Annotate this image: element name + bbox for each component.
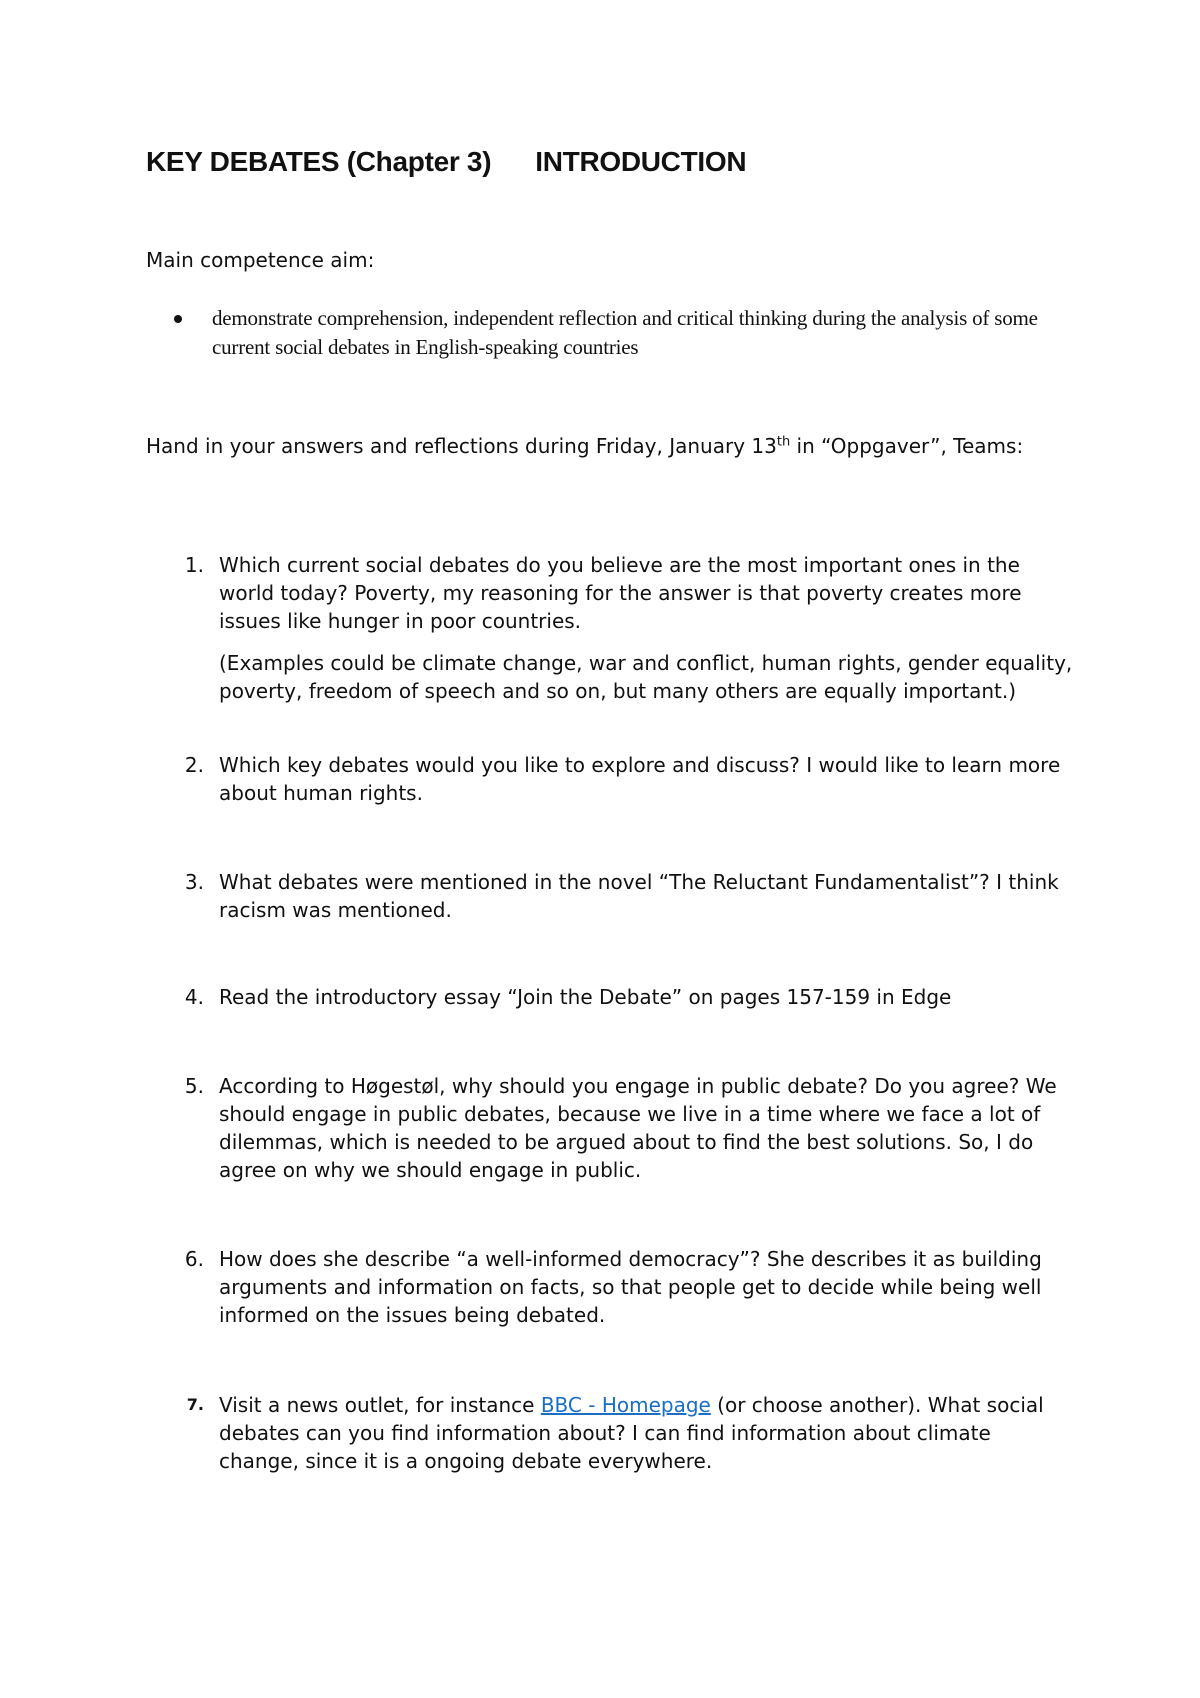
question-text: Which key debates would you like to explore and discuss? I would like to learn more about human rights. xyxy=(219,753,1061,805)
question-4 xyxy=(176,983,1076,1011)
question-text: Visit a news outlet, for instance BBC - Homepage (or choose another). What social debates can you find information about? I can find information about climate change, since it is a ongoing debate everywhere. xyxy=(219,1393,1044,1473)
page-title xyxy=(146,146,746,178)
question-number: 6. xyxy=(184,1247,204,1271)
title-section: INTRODUCTION xyxy=(535,146,747,177)
competence-aim-list xyxy=(172,304,1052,362)
bullet-icon xyxy=(174,315,182,323)
competence-aim-item xyxy=(172,304,1052,362)
hand-in-instructions: Hand in your answers and reflections during Friday, January 13th in “Oppgaver”, Teams: xyxy=(146,434,1024,458)
competence-label: Main competence aim: xyxy=(146,248,375,272)
title-chapter: KEY DEBATES (Chapter 3) xyxy=(146,146,492,177)
question-6 xyxy=(176,1245,1076,1329)
question-number: 3. xyxy=(184,870,204,894)
question-text: Which current social debates do you believe are the most important ones in the world today? Poverty, my reasoning for the answer is that poverty creates more issues like hunger in poor countries. xyxy=(219,553,1022,633)
question-5 xyxy=(176,1072,1076,1184)
question-number: 7. xyxy=(186,1395,204,1414)
question-text: According to Høgestøl, why should you engage in public debate? Do you agree? We should engage in public debates, because we live in a time where we face a lot of dilemmas, which is needed to be argued about to find the best solutions. So, I do agree on why we should engage in public. xyxy=(219,1074,1057,1182)
question-number: 2. xyxy=(184,753,204,777)
question-1 xyxy=(176,551,1076,705)
competence-aim-text: demonstrate comprehension, independent reflection and critical thinking during the analysis of some current social debates in English-speaking countries xyxy=(212,306,1038,359)
question-note: (Examples could be climate change, war and conflict, human rights, gender equality, poverty, freedom of speech and so on, but many others are equally important.) xyxy=(219,651,1073,703)
bbc-homepage-link[interactable]: BBC - Homepage xyxy=(540,1393,711,1417)
superscript-th: th xyxy=(776,434,791,450)
question-text: Read the introductory essay “Join the Debate” on pages 157-159 in Edge xyxy=(219,985,952,1009)
question-text: How does she describe “a well-informed democracy”? She describes it as building arguments and information on facts, so that people get to decide while being well informed on the issues being debated. xyxy=(219,1247,1042,1327)
question-text: What debates were mentioned in the novel “The Reluctant Fundamentalist”? I think racism was mentioned. xyxy=(219,870,1059,922)
question-2 xyxy=(176,751,1076,807)
question-3 xyxy=(176,868,1076,924)
question-7 xyxy=(176,1391,1076,1475)
question-number: 4. xyxy=(184,985,204,1009)
question-number: 1. xyxy=(184,553,204,577)
question-number: 5. xyxy=(184,1074,204,1098)
